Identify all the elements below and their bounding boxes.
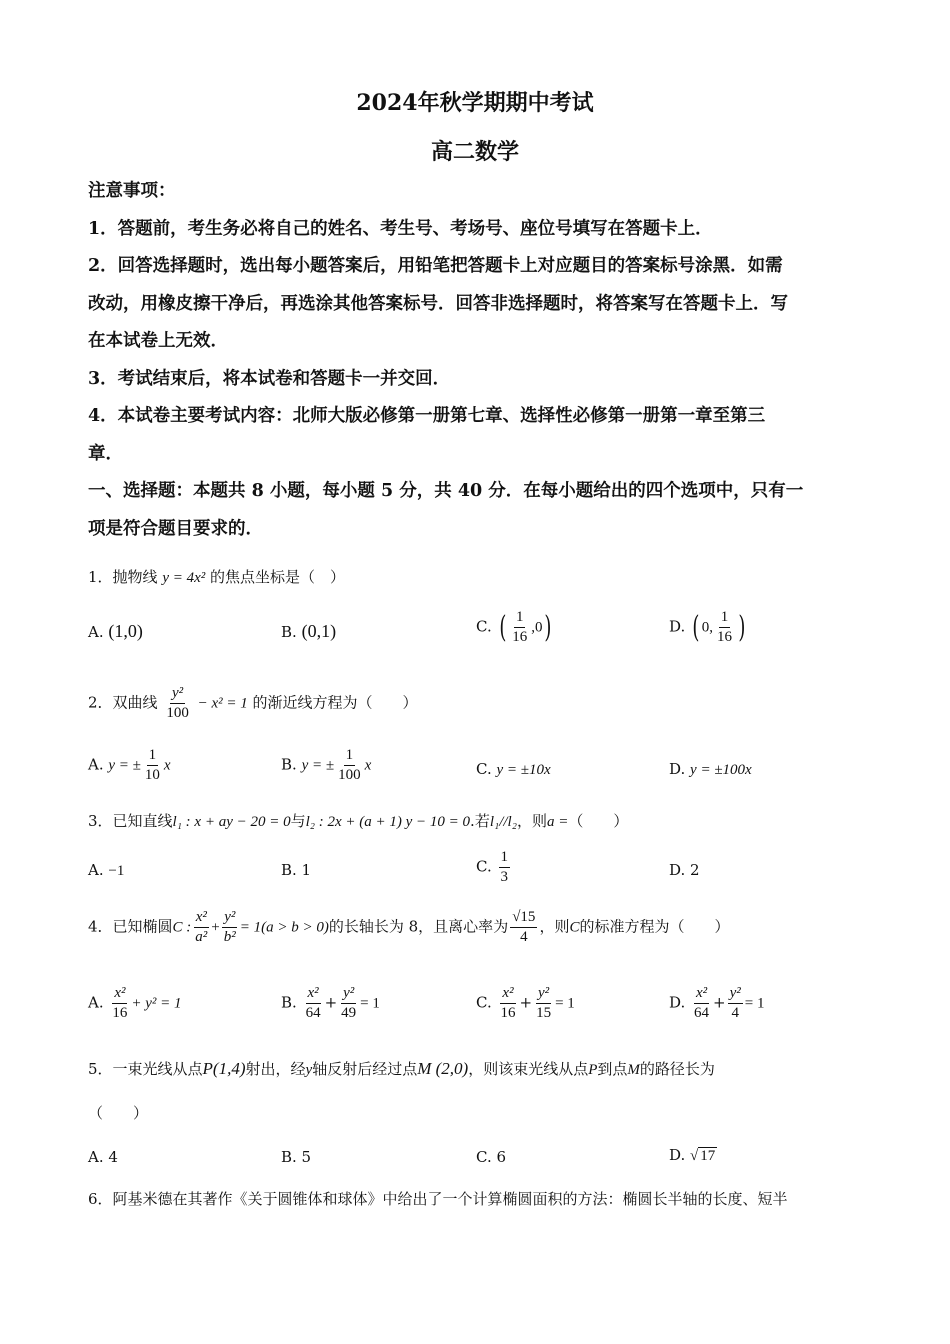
q5-option-d[interactable]: D. √ 17 — [669, 1146, 716, 1164]
q2-option-a[interactable]: A. y = ± $\frac{1}{10}$ x — [88, 747, 171, 783]
section-heading-cont: 项是符合题目要求的． — [88, 518, 263, 539]
q1-option-c[interactable]: C. ( $\frac{1}{16}$ ,0) — [476, 609, 552, 645]
note-line: 3．考试结束后，将本试卷和答题卡一并交回． — [88, 368, 451, 389]
note-line: 2．回答选择题时，选出每小题答案后，用铅笔把答题卡上对应题目的答案标号涂黑．如需 — [88, 256, 783, 276]
question-4: 4．已知椭圆C : $\frac{\text{x²}}{\text{a²}}$ + $\frac{\text{y²}}{\text{b²}}$ = 1(a > b > 0)的长轴长为 8，且离心率为 $\frac{√15}{4}$ ，则C的标准方程为（ ） — [88, 909, 730, 945]
q3-option-c[interactable]: C. $\frac{1}{3}$ — [476, 849, 508, 885]
note-line: 4．本试卷主要考试内容：北师大版必修第一册第七章、选择性必修第一册第一章至第三 — [88, 406, 766, 426]
q5-option-b[interactable]: B. 5 — [281, 1148, 312, 1166]
q4-option-d[interactable]: D. $\frac{\text{x²}}{64}$ + $\frac{\text{y²}}{4}$ = 1 — [669, 985, 765, 1021]
note-line: 在本试卷上无效． — [88, 331, 228, 351]
notes-heading: 注意事项： — [88, 181, 176, 201]
math-expr: y = 4x² — [162, 570, 206, 586]
note-line: 1．答题前，考生务必将自己的姓名、考生号、考场号、座位号填写在答题卡上． — [88, 218, 713, 239]
notes-section — [88, 173, 868, 548]
q1-option-a[interactable]: A. (1,0) — [88, 621, 143, 641]
q4-option-c[interactable]: C. $\frac{\text{x²}}{16}$ + $\frac{\text{y²}}{15}$ = 1 — [476, 985, 575, 1021]
question-1: 1．抛物线 y = 4x² 的焦点坐标是（ ） — [88, 568, 346, 586]
section-heading: 一、选择题：本题共 8 小题，每小题 5 分，共 40 分．在每小题给出的四个选项中，只有一 — [88, 481, 804, 501]
note-line: 章． — [88, 443, 123, 464]
exam-title: 2024年秋学期期中考试 — [356, 90, 594, 116]
q1-option-d[interactable]: D. ( 0, $\frac{1}{16}$ ) — [669, 609, 746, 645]
note-line: 改动，用橡皮擦干净后，再选涂其他答案标号．回答非选择题时，将答案写在答题卡上．写 — [88, 293, 788, 314]
q1-option-b[interactable]: B. (0,1) — [281, 621, 337, 641]
q2-option-b[interactable]: B. y = ± $\frac{1}{100}$ x — [281, 747, 372, 783]
question-3: 3．已知直线l₁ : x + ay − 20 = 0与l₂ : 2x + (a + 1) y − 10 = 0.若l₁//l₂，则a =（ ） — [88, 812, 629, 830]
q3-option-a[interactable]: A. −1 — [88, 861, 125, 879]
q2-option-d[interactable]: D. y = ±100x — [669, 760, 752, 778]
q3-option-d[interactable]: D. 2 — [669, 861, 700, 879]
q3-option-b[interactable]: B. 1 — [281, 861, 312, 879]
q2-option-c[interactable]: C. y = ±10x — [476, 760, 551, 778]
q5-option-a[interactable]: A. 4 — [88, 1148, 118, 1166]
q4-option-b[interactable]: B. $\frac{\text{x²}}{64}$ + $\frac{\text{y²}}{49}$ = 1 — [281, 985, 380, 1021]
q4-option-a[interactable]: A. $\frac{\text{x²}}{16}$ + y² = 1 — [88, 985, 182, 1021]
question-5: 5．一束光线从点P(1,4)射出，经y轴反射后经过点M (2,0)，则该束光线从点P到点M的路径长为 — [88, 1059, 715, 1078]
question-5-paren: （ ） — [88, 1104, 149, 1122]
exam-subject: 高二数学 — [430, 139, 519, 165]
question-6: 6．阿基米德在其著作《关于圆锥体和球体》中给出了一个计算椭圆面积的方法：椭圆长半轴的长度、短半 — [88, 1190, 788, 1208]
q5-option-c[interactable]: C. 6 — [476, 1148, 507, 1166]
question-2: 2．双曲线 $\frac{\text{y²}}{100}$ − x² = 1 的渐近线方程为（ ） — [88, 685, 418, 721]
